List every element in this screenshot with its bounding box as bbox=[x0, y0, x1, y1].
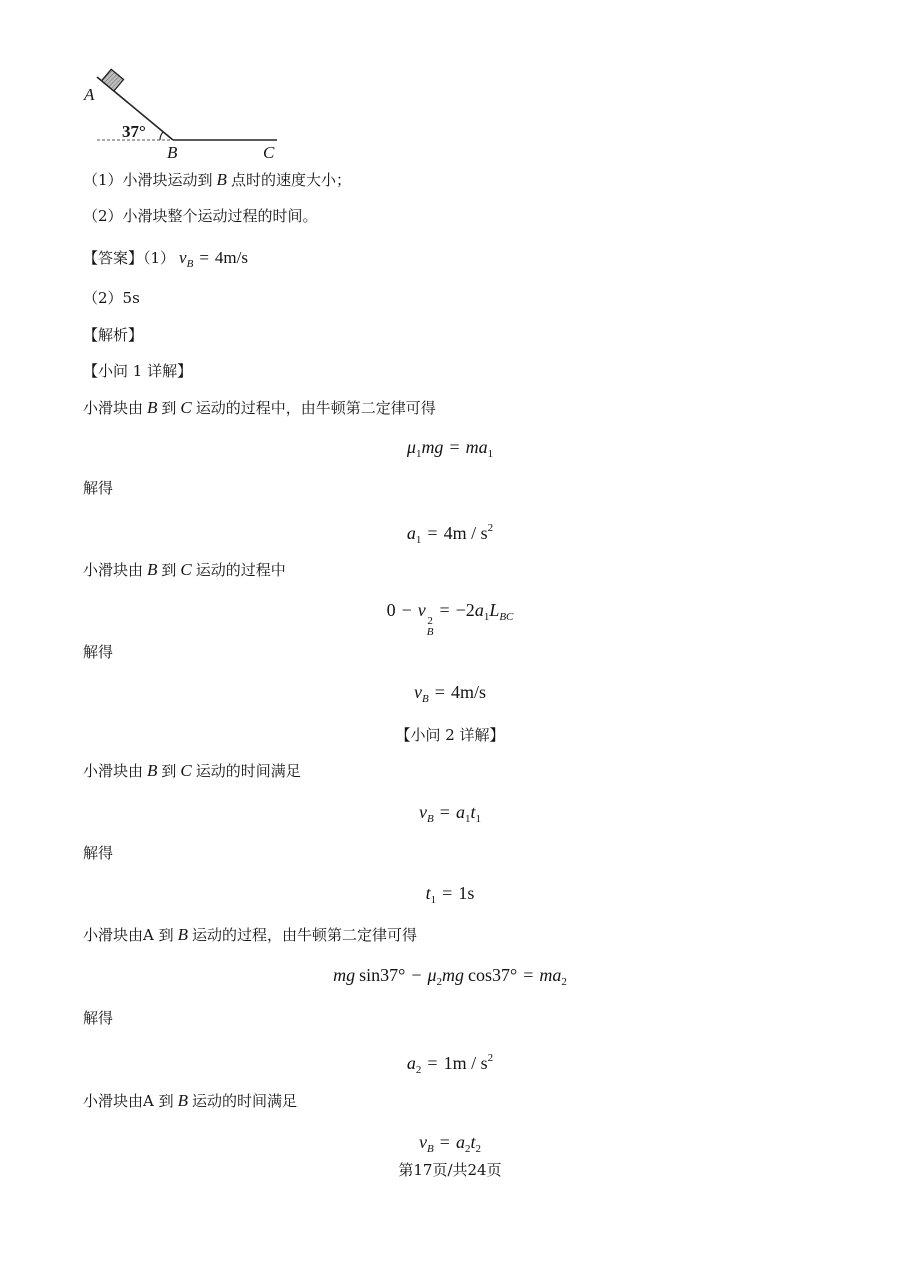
eq-token: a bbox=[474, 600, 484, 620]
part-2-sentence-3 bbox=[83, 925, 417, 945]
eq-token: t bbox=[470, 1132, 476, 1152]
question-1-var-b: B bbox=[216, 170, 227, 189]
eq-subscript: B bbox=[426, 626, 434, 638]
eq-token: v bbox=[417, 600, 426, 620]
answer-equation bbox=[179, 248, 248, 270]
part-2-sentence-1 bbox=[83, 761, 301, 781]
part-2-sentence-5 bbox=[83, 1091, 297, 1111]
text: 小滑块由 bbox=[83, 561, 144, 579]
text: 小滑块由 bbox=[83, 762, 144, 780]
text: 运动的时间满足 bbox=[192, 1092, 298, 1110]
text: 小滑块由A 到 bbox=[83, 1092, 174, 1110]
eq-token: L bbox=[489, 600, 500, 620]
eq-token: ma bbox=[539, 965, 562, 985]
eq-subscript: 1 bbox=[483, 611, 490, 623]
eq-operator: = bbox=[449, 437, 460, 457]
eq-token: 4m/s bbox=[450, 682, 486, 702]
var-c: C bbox=[180, 398, 192, 417]
eq-operator: = bbox=[439, 600, 450, 620]
eq-superscript: 2 bbox=[427, 615, 433, 627]
eq-subscript: BC bbox=[499, 611, 514, 623]
eq-token: v bbox=[414, 682, 423, 702]
eq-subscript: 1 bbox=[430, 894, 437, 906]
incline-diagram bbox=[0, 0, 300, 170]
part-2-sentence-4: 解得 bbox=[83, 1009, 114, 1027]
label-b: B bbox=[167, 143, 178, 162]
var-c: C bbox=[180, 560, 192, 579]
eq-token: mg bbox=[421, 437, 444, 457]
eq-subscript: 2 bbox=[464, 1143, 471, 1155]
eq-token: 0 bbox=[386, 600, 396, 620]
eq-token: cos37° bbox=[468, 965, 518, 985]
eq-token: 4m/s bbox=[214, 248, 248, 267]
text: 运动的过程中 bbox=[195, 561, 286, 579]
eq-token: 1m / s bbox=[443, 1053, 488, 1073]
eq-script-stack bbox=[427, 616, 434, 638]
eq-subscript: 1 bbox=[475, 813, 481, 825]
eq-subscript: B bbox=[422, 693, 429, 705]
page-footer: 第17页/共24页 bbox=[398, 1161, 502, 1179]
eq-operator: = bbox=[523, 965, 534, 985]
eq-subscript: 1 bbox=[487, 448, 494, 460]
var-b: B bbox=[147, 398, 158, 417]
var-b: B bbox=[147, 761, 158, 780]
var-b: B bbox=[177, 1091, 188, 1110]
part-1-equation-4 bbox=[0, 680, 900, 711]
question-1 bbox=[83, 170, 351, 190]
part-1-sentence-3 bbox=[83, 560, 286, 580]
eq-subscript: 1 bbox=[464, 813, 471, 825]
eq-token: a bbox=[455, 1132, 465, 1152]
analysis-label: 【解析】 bbox=[83, 326, 144, 344]
label-a: A bbox=[84, 85, 95, 104]
eq-token: μ bbox=[427, 965, 437, 985]
question-1-text-b: 点时的速度大小； bbox=[230, 171, 351, 189]
eq-subscript: 2 bbox=[561, 976, 567, 988]
answer-line-1 bbox=[83, 248, 248, 274]
eq-token: μ bbox=[406, 437, 416, 457]
eq-token: mg bbox=[442, 965, 465, 985]
eq-subscript: 2 bbox=[475, 1143, 481, 1155]
eq-operator: = bbox=[427, 1053, 438, 1073]
eq-token: −2 bbox=[455, 600, 475, 620]
eq-token: a bbox=[406, 523, 416, 543]
question-2: （2）小滑块整个运动过程的时间。 bbox=[83, 207, 318, 225]
label-c: C bbox=[263, 143, 275, 162]
part-1-sentence-2: 解得 bbox=[83, 479, 114, 497]
eq-operator: = bbox=[199, 248, 209, 267]
part-2-equation-4 bbox=[0, 1046, 900, 1082]
part-2-equation-3 bbox=[0, 963, 900, 994]
eq-token: v bbox=[179, 248, 187, 267]
eq-subscript: 2 bbox=[436, 976, 443, 988]
answer-label: 【答案】（1） bbox=[83, 249, 176, 267]
eq-subscript: B bbox=[427, 813, 434, 825]
var-b: B bbox=[147, 560, 158, 579]
text: 到 bbox=[161, 762, 177, 780]
eq-operator: = bbox=[439, 1132, 450, 1152]
eq-superscript: 2 bbox=[487, 522, 494, 534]
eq-operator: − bbox=[401, 600, 412, 620]
eq-token: 4m / s bbox=[443, 523, 488, 543]
eq-token: 1s bbox=[458, 883, 475, 903]
angle-arc bbox=[160, 132, 163, 140]
eq-subscript: B bbox=[427, 1143, 434, 1155]
part-1-equation-3 bbox=[0, 598, 900, 638]
part-1-equation-2 bbox=[0, 516, 900, 552]
part-1-sentence-1 bbox=[83, 398, 436, 418]
part-2-equation-2 bbox=[0, 881, 900, 912]
eq-subscript: 1 bbox=[415, 534, 422, 546]
text: 到 bbox=[161, 399, 177, 417]
sliding-block bbox=[102, 69, 124, 91]
text: 运动的时间满足 bbox=[195, 762, 301, 780]
part-2-equation-1 bbox=[0, 800, 900, 831]
eq-subscript: B bbox=[186, 258, 194, 270]
text: 小滑块由A 到 bbox=[83, 926, 174, 944]
eq-operator: = bbox=[427, 523, 438, 543]
eq-token: v bbox=[419, 1132, 428, 1152]
part-1-heading: 【小问 1 详解】 bbox=[83, 362, 193, 380]
eq-superscript: 2 bbox=[487, 1052, 494, 1064]
eq-subscript: 2 bbox=[415, 1064, 422, 1076]
eq-operator: = bbox=[434, 682, 445, 702]
eq-operator: = bbox=[439, 802, 450, 822]
part-2-equation-5 bbox=[0, 1130, 900, 1161]
part-2-sentence-2: 解得 bbox=[83, 844, 114, 862]
eq-token: t bbox=[425, 883, 431, 903]
var-c: C bbox=[180, 761, 192, 780]
eq-token: v bbox=[419, 802, 428, 822]
text: 小滑块由 bbox=[83, 399, 144, 417]
eq-token: sin37° bbox=[359, 965, 406, 985]
text: 到 bbox=[161, 561, 177, 579]
part-1-equation-1 bbox=[0, 435, 900, 466]
eq-operator: = bbox=[442, 883, 453, 903]
eq-subscript: 1 bbox=[415, 448, 422, 460]
part-2-heading: 【小问 2 详解】 bbox=[395, 726, 505, 744]
answer-line-2: （2）5s bbox=[83, 289, 140, 307]
eq-token: ma bbox=[465, 437, 488, 457]
text: 运动的过程，由牛顿第二定律可得 bbox=[192, 926, 418, 944]
eq-token: t bbox=[470, 802, 476, 822]
eq-token: mg bbox=[333, 965, 356, 985]
eq-token: a bbox=[406, 1053, 416, 1073]
angle-label: 37° bbox=[122, 122, 146, 141]
var-b: B bbox=[177, 925, 188, 944]
eq-token: a bbox=[455, 802, 465, 822]
text: 运动的过程中，由牛顿第二定律可得 bbox=[195, 399, 436, 417]
part-1-sentence-4: 解得 bbox=[83, 643, 114, 661]
question-1-text-a: （1）小滑块运动到 bbox=[83, 171, 213, 189]
eq-operator: − bbox=[411, 965, 422, 985]
